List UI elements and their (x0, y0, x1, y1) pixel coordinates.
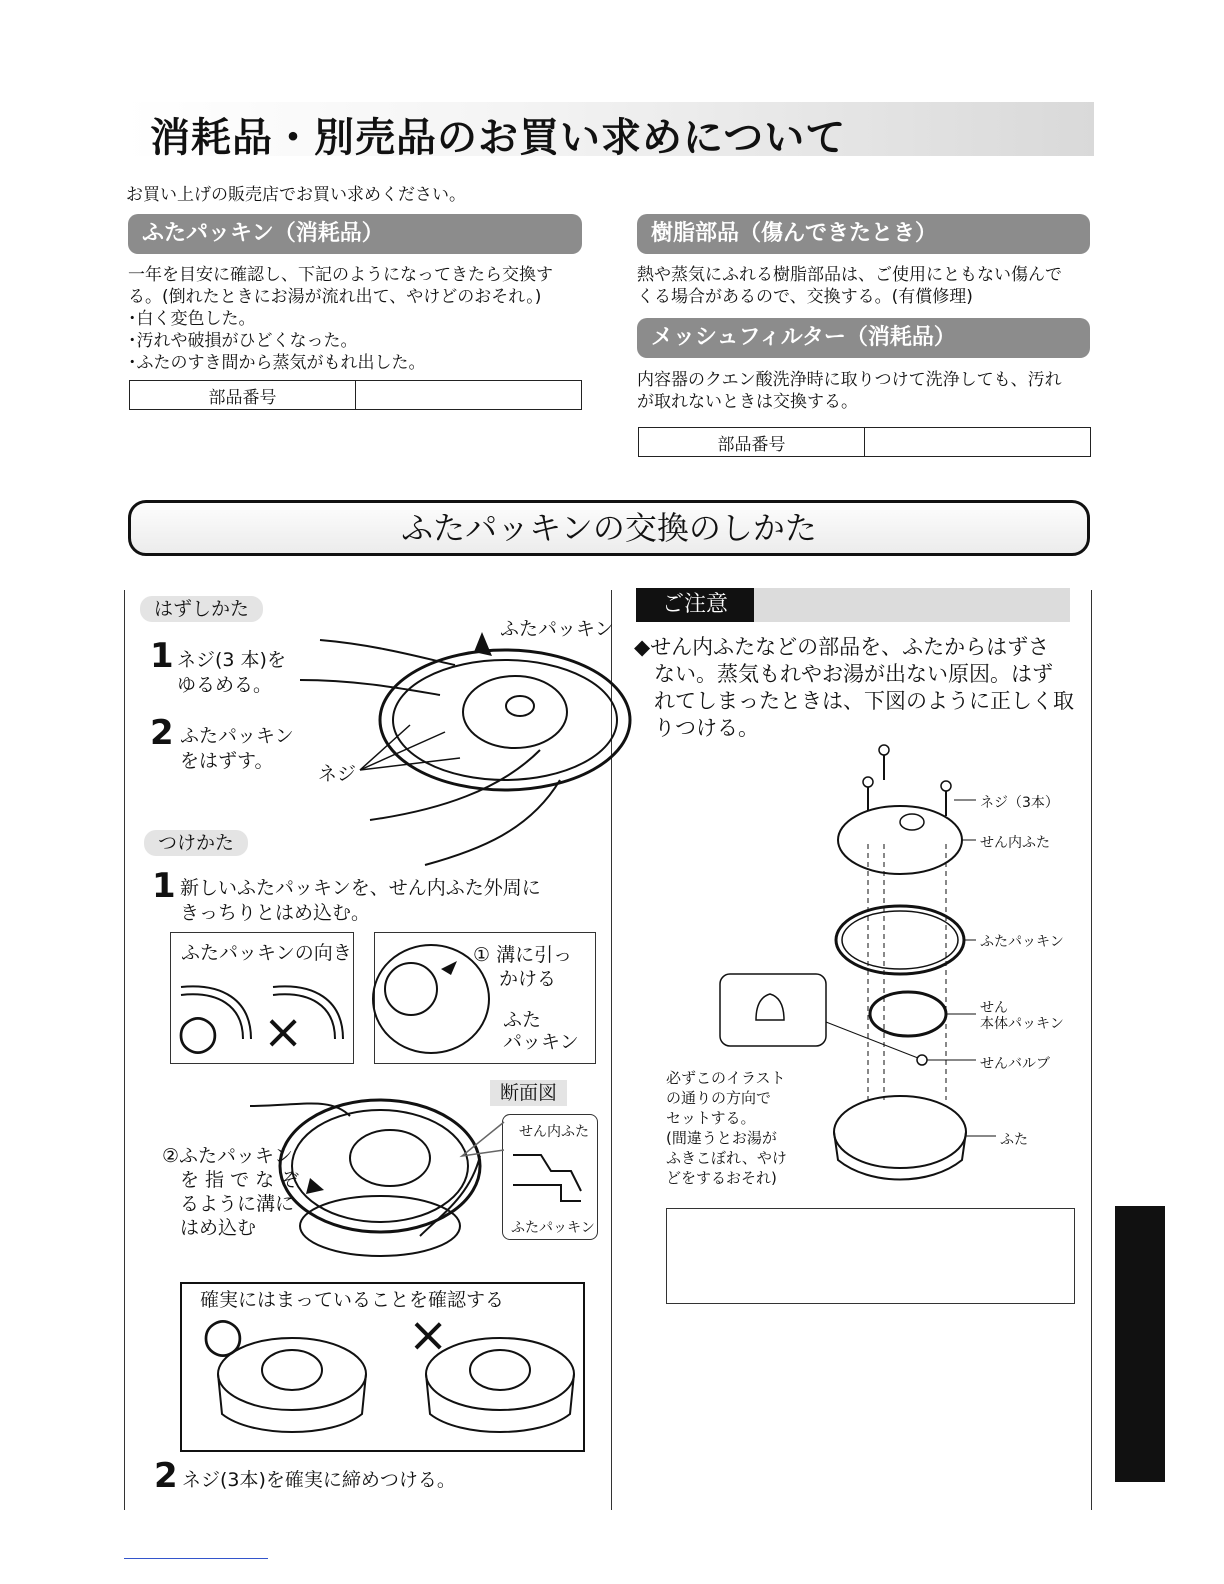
confirm-title: 確実にはまっていることを確認する (200, 1289, 505, 1311)
caution-bar (636, 588, 1070, 622)
lid-shape (834, 1096, 966, 1168)
packing-heading: ふたパッキン（消耗品） (128, 214, 582, 254)
right-border (1091, 590, 1092, 1510)
valve-label: せんバルブ (980, 1056, 1050, 1072)
lid-packing-label: ふたパッキン (980, 934, 1064, 950)
remove-screw-label: ネジ (318, 763, 357, 785)
footer-link-line (124, 1558, 268, 1559)
remove-step2-text (180, 724, 294, 774)
ng-mark: × (263, 1004, 304, 1060)
body-packing-label (980, 1000, 1064, 1032)
resin-line: くる場合があるので、交換する。(有償修理) (637, 287, 973, 307)
section-tag: 断面図 (490, 1080, 567, 1106)
attach-step1-number: 1 (152, 866, 176, 906)
confirm-ok-mark: ○ (202, 1307, 244, 1363)
remove-step1-text (177, 648, 286, 698)
inner-lid-shape (838, 806, 962, 874)
part-number-label: 部品番号 (639, 428, 865, 457)
press-line: ②ふたパッキン (162, 1145, 293, 1167)
caution-line: ない。蒸気もれやお湯が出ない原因。はず (654, 662, 1053, 686)
packing-line: 一年を目安に確認し、下記のようになってきたら交換す (128, 265, 553, 285)
section-packing-label: ふたパッキン (511, 1220, 595, 1236)
section-box (502, 1114, 598, 1240)
inner-lid-label: せん内ふた (980, 835, 1050, 851)
step-line: ゆるめる。 (177, 674, 273, 696)
screw-icon (879, 745, 889, 780)
inner-lid (350, 1130, 430, 1186)
mesh-line: 内容器のクエン酸洗浄時に取りつけて洗浄しても、汚れ (637, 370, 1062, 390)
lid-body (218, 1374, 366, 1432)
step-line: 新しいふたパッキンを、せん内ふた外周に (180, 877, 541, 899)
packing-line: る。(倒れたときにお湯が流れ出て、やけどのおそれ。) (128, 287, 542, 307)
caution-line: れてしまったときは、下図のように正しく取 (654, 689, 1074, 713)
screws-label: ネジ（3本） (980, 795, 1059, 811)
direction-arrow-icon (306, 1178, 324, 1194)
body-packing-line: せん (980, 1000, 1008, 1016)
remove-step1-number: 1 (150, 636, 174, 676)
left-border (124, 590, 125, 1510)
remove-tag: はずしかた (140, 596, 263, 622)
hook-packing-line: ふた (503, 1009, 542, 1031)
step-line: ふたパッキン (180, 725, 294, 747)
attach-step1-text (180, 876, 541, 926)
resin-line: 熱や蒸気にふれる樹脂部品は、ご使用にともない傷んで (637, 265, 1062, 285)
hand-lower-2 (425, 780, 560, 865)
lid-base (300, 1196, 460, 1256)
note-line: ふきこぼれ、やけ (666, 1149, 787, 1167)
exchange-heading: ふたパッキンの交換のしかた (128, 500, 1090, 556)
intro-text: お買い上げの販売店でお買い求めください。 (126, 185, 466, 205)
screw-leader (360, 725, 410, 770)
screw-icon (941, 781, 951, 816)
inner-lid (385, 963, 437, 1015)
press-illustration (240, 1086, 490, 1276)
hook-packing-line: パッキン (503, 1031, 579, 1053)
note-line: 必ずこのイラスト (666, 1069, 786, 1087)
note-line: の通りの方向で (666, 1089, 772, 1107)
mesh-part-table (638, 427, 1091, 457)
hook-line: ① 溝に引っ (473, 944, 573, 966)
note-line: どをするおそれ) (666, 1169, 777, 1187)
press-line: はめ込む (180, 1217, 257, 1239)
body-packing-line: 本体パッキン (980, 1016, 1064, 1032)
hook-packing-label (503, 1009, 579, 1053)
empty-info-box (666, 1208, 1075, 1304)
lid-label: ふた (1000, 1132, 1028, 1148)
caution-heading: ご注意 (636, 588, 754, 622)
lid-packing-inner (842, 911, 958, 969)
lid-top (426, 1338, 574, 1410)
inner-lid (463, 676, 567, 748)
caution-line: りつける。 (654, 716, 759, 740)
screw-icon (863, 777, 873, 812)
lid-body (426, 1374, 574, 1432)
packing-line: ･ふたのすき間から蒸気がもれ出した。 (128, 353, 426, 373)
ok-mark: ○ (177, 1004, 219, 1060)
section-inner-label: せん内ふた (519, 1124, 589, 1140)
orientation-note (666, 1068, 787, 1188)
hand-upper (320, 640, 455, 665)
note-line: (間違うとお湯が (666, 1129, 777, 1147)
part-number-label: 部品番号 (130, 381, 356, 410)
hook-line: かける (499, 968, 557, 990)
confirm-ok-lid (212, 1334, 372, 1444)
confirm-ng-lid (420, 1334, 580, 1444)
inner-lid (470, 1350, 530, 1390)
part-number-value (356, 381, 582, 410)
resin-description (637, 264, 1097, 308)
hook-box (374, 932, 596, 1064)
hook-label (473, 943, 572, 991)
step-line: ネジ(3 本)を (177, 649, 286, 671)
remove-packing-illustration (300, 620, 610, 870)
lid-top (218, 1338, 366, 1410)
lid-packing-shape (836, 906, 964, 974)
attach-tag: つけかた (144, 830, 248, 856)
lift-arrow-icon (474, 632, 492, 656)
inner-lid (262, 1350, 322, 1390)
mesh-description (637, 369, 1097, 413)
press-line: るように溝に (180, 1193, 295, 1215)
page-title-bar (124, 102, 1094, 161)
orientation-box (170, 932, 354, 1064)
packing-part-table (129, 380, 582, 410)
press-line: を 指 で な ぞ (180, 1169, 300, 1191)
step-line: きっちりとはめ込む。 (180, 902, 371, 924)
remove-step2-number: 2 (150, 713, 174, 753)
attach-step2-number: 2 (154, 1456, 178, 1496)
body-packing-shape (870, 992, 946, 1036)
packing-description (128, 264, 588, 374)
packing-profile (513, 1185, 581, 1201)
caution-line: ◆せん内ふたなどの部品を、ふたからはずさ (634, 635, 1050, 659)
resin-heading: 樹脂部品（傷んできたとき） (637, 214, 1090, 254)
center-divider (611, 590, 612, 1510)
mesh-line: が取れないときは交換する。 (637, 392, 858, 412)
attach-step2-text: ネジ(3本)を確実に締めつける。 (182, 1469, 456, 1491)
zoom-leader (826, 1022, 918, 1058)
remove-packing-label: ふたパッキン (500, 618, 614, 640)
valve-zoom-box (720, 974, 826, 1046)
side-index-tab (1115, 1206, 1165, 1482)
lid-outline (373, 945, 489, 1053)
confirm-ng-mark: × (408, 1307, 449, 1363)
lid-body (834, 1132, 966, 1180)
valve-shape (917, 1055, 927, 1065)
part-number-value (865, 428, 1091, 457)
caution-text (634, 634, 1074, 742)
section-callout (458, 1120, 508, 1160)
step-line: をはずす。 (180, 750, 274, 772)
confirm-box (180, 1282, 585, 1452)
arrow-icon (441, 961, 457, 975)
note-line: セットする。 (666, 1109, 756, 1127)
packing-line: ･白く変色した。 (128, 309, 256, 329)
mesh-heading: メッシュフィルター（消耗品） (637, 318, 1090, 358)
callout-line (462, 1122, 504, 1156)
section-illustration (511, 1141, 591, 1211)
packing-line: ･汚れや破損がひどくなった。 (128, 331, 358, 351)
orientation-title: ふたパッキンの向き (181, 942, 352, 964)
page-title: 消耗品・別売品のお買い求めについて (150, 115, 847, 161)
